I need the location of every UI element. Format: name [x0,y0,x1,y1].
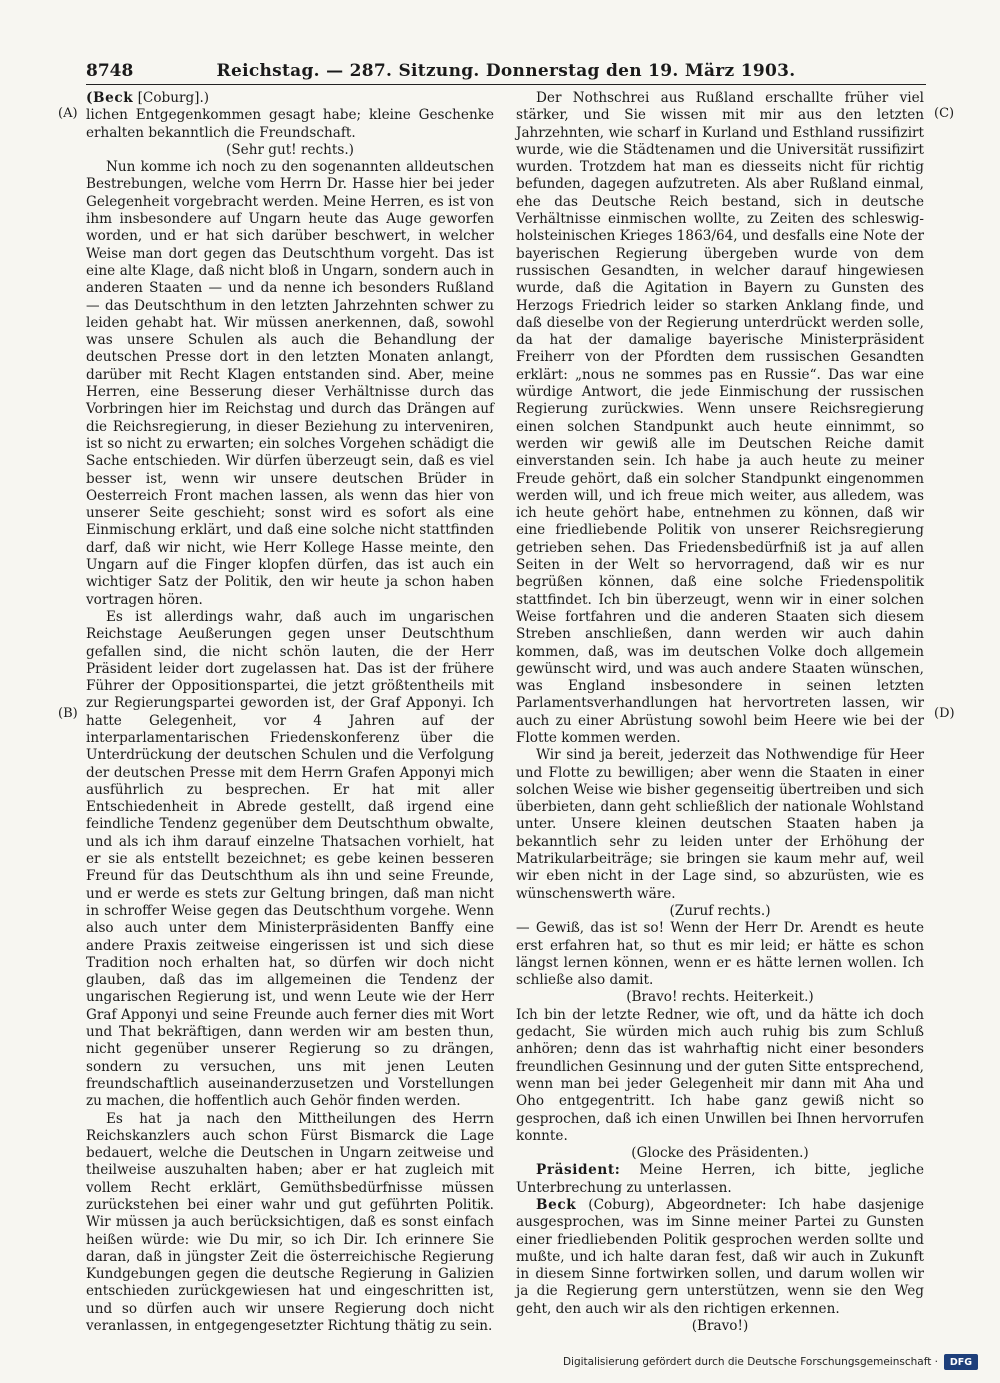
interjection: (Sehr gut! rechts.) [226,141,354,158]
paragraph: Es ist allerdings wahr, daß auch im ungarischen Reichstage Aeußerungen gegen unser Deutschthum gefallen sind, die nicht schön lauten, die der Herr Präsident leider dort zugelassen hat. Das ist der frühere Führer der Oppositionspartei, die jetzt größtentheils mit zur Regierungspartei geworden ist, der Graf Apponyi. Ich hatte Gelegenheit, vor 4 Jahren auf der interparlamentarischen Friedenskonferenz über die Unterdrückung der deutschen Schulen und die Verfolgung der deutschen Presse mit dem Herrn Grafen Apponyi mich ausführlich zu besprechen. Er hat mit aller Entschiedenheit in Abrede gestellt, daß irgend eine feindliche Tendenz gegenüber dem Deutschthum obwalte, und als ich ihm darauf einzelne Thatsachen vorhielt, hat er sie als entstellt bezeichnet; es gebe keinen besseren Freund für das Deutschthum als ihn und seine Freunde, und er werde es stets zur Geltung bringen, daß man nicht in schroffer Weise gegen das Deutschthum vorgehe. Wenn also auch unter dem Ministerpräsidenten Banffy eine andere Praxis zeitweise eingerissen ist und sich diese Tradition noch erhalten hat, so dürfen wir doch nicht glauben, daß das im allgemeinen die Tendenz der ungarischen Regierung ist, und wenn Leute wie der Herr Graf Apponyi und seine Freunde auch ferner dies mit Wort und That bekräftigen, dann werden wir am besten thun, nicht gegenüber unserer Regierung so zu drängen, sondern zu versuchen, uns mit jenen Leuten freundschaftlich auseinanderzusetzen und Vorstellungen zu machen, die hoffentlich auch Gehör finden werden. [86,608,494,1110]
speaker-place: [Coburg].) [137,90,210,106]
paragraph: Nun komme ich noch zu den sogenannten alldeutschen Bestrebungen, welche vom Herrn Dr. Hasse hier bei jeder Gelegenheit vorgebracht werden. Meine Herren, es ist von ihm insbesondere auf Ungarn heute das Auge geworfen worden, und er hat sich darüber beschwert, in welcher Weise man dort gegen das Deutschthum vorgeht. Das ist eine alte Klage, daß nicht bloß in Ungarn, sondern auch in anderen Staaten — und da nenne ich besonders Rußland — das Deutschthum in den letzten Jahrzehnten schwer zu leiden gehabt hat. Wir müssen anerkennen, daß, sowohl was unsere Schulen als auch die Behandlung der deutschen Presse dort in den letzten Monaten anlangt, darüber mit Recht Klagen entstanden sind. Aber, meine Herren, eine Besserung dieser Verhältnisse durch das Vorbringen hier im Reichstag und durch das Drängen auf die Reichsregierung, in dieser Beziehung zu interveniren, ist so nicht zu erwarten; ein solches Vorgehen schädigt die Sache entschieden. Wir dürfen überzeugt sein, daß es viel besser ist, wenn wir unsere deutschen Brüder in Oesterreich Front machen lassen, als wenn das hier von unserer Seite geschieht; sonst wird es sofort als eine Einmischung erklärt, und daß eine solche nicht stattfinden darf, daß wir nicht, wie Herr Kollege Hasse meinte, den Ungarn auf die Finger klopfen dürfen, das ist auch ein wichtiger Satz der Politik, den wir heute ja schon haben vortragen hören. [86,159,494,608]
interjection: (Bravo! rechts. Heiterkeit.) [626,989,814,1006]
margin-mark-c: (C) [934,106,955,121]
footer-text: Digitalisierung gefördert durch die Deutsche Forschungsgemeinschaft · [562,1356,938,1368]
right-column [516,90,925,1335]
paragraph: lichen Entgegenkommen gesagt habe; kleine Geschenke erhalten bekanntlich die Freundschaft. [86,107,494,141]
beck-statement [516,1197,924,1318]
dfg-logo-icon: DFG [944,1354,978,1370]
president-statement [516,1162,924,1197]
speaker-name: Präsident: [536,1162,621,1179]
margin-mark-b: (B) [58,706,78,721]
speaker-name: (Beck [86,90,134,106]
paragraph: Es hat ja nach den Mittheilungen des Herrn Reichskanzlers auch schon Fürst Bismarck die Lage bedauert, welche die Deutschen in Ungarn zeitweise und theilweise auszuhalten haben; aber er hat zugleich mit vollem Recht erklärt, Gemüthsbedürfnisse müssen zurückstehen bei einer wahr und gut geführten Politik. Wir müssen ja auch berücksichtigen, daß es sonst einfach heißen würde: wie Du mir, so ich Dir. Ich erinnere Sie daran, daß in jüngster Zeit die österreichische Regierung Kundgebungen gegen die deutsche Regierung in Galizien entschieden zurückgewiesen hat und eingeschritten ist, und so dürfen auch wir unsere Regierung doch nicht veranlassen, in entgegengesetzter Richtung thätig zu sein. [86,1110,494,1335]
statement-text: Meine Herren, ich bitte, jegliche Unterbrechung zu unterlassen. [516,1162,924,1196]
margin-mark-a: (A) [58,106,78,121]
margin-mark-d: (D) [934,706,955,721]
page-number: 8748 [86,61,134,81]
continuation-line [86,90,494,107]
footer [563,1351,978,1373]
speaker-name: Beck [536,1197,577,1213]
interjection: (Bravo!) [691,1318,749,1335]
paragraph: Ich bin der letzte Redner, wie oft, und da hätte ich doch gedacht, Sie würden mich auch ruhig bis zum Schluß anhören; denn das ist wahrhaftig nicht einer besonders freundlichen Gesinnung und der guten Sitte entsprechend, wenn man bei jeder Gelegenheit mir dann mit Aha und Oho entgegentritt. Ich habe ganz gewiß nicht so gesprochen, daß ich einen Unwillen bei Ihnen hervorrufen konnte. [516,1006,925,1144]
interjection: (Glocke des Präsidenten.) [631,1145,809,1162]
running-title: Reichstag. — 287. Sitzung. Donnerstag den 19. März 1903. [216,61,796,81]
statement-text: (Coburg), Abgeordneter: Ich habe dasjenige ausgesprochen, was im Sinne meiner Partei zu Gunsten einer friedliebenden Politik gesprochen werden sollte und mußte, und ich halte daran fest, daß wir auch in Zukunft in diesem Sinne fortwirken sollen, und darum wollen wir ja die Regierung gern unterstützen, wenn sie den Weg geht, den auch wir als den richtigen erkennen. [516,1197,924,1317]
page-header [86,60,926,85]
paragraph: Wir sind ja bereit, jederzeit das Nothwendige für Heer und Flotte zu bewilligen; aber wenn die Staaten in einer solchen Weise wie bisher gegenseitig übertreiben und sich überbieten, dann geht schließlich der nationale Wohlstand unter. Unsere kleinen deutschen Staaten haben ja bekanntlich sehr zu leiden unter der Erhöhung der Matrikularbeiträge; sie bringen sie kaum mehr auf, weil wir eben nicht in der Lage sind, so abzurüsten, wie es wünschenswerth wäre. [516,747,924,902]
paragraph: — Gewiß, das ist so! Wenn der Herr Dr. Arendt es heute erst erfahren hat, so thut es mir leid; er hätte es schon längst lernen können, wenn er es hätte lernen wollen. Ich schließe also damit. [516,920,924,989]
interjection: (Zuruf rechts.) [669,902,771,919]
left-column [86,90,494,1335]
paragraph: Der Nothschrei aus Rußland erschallte früher viel stärker, und Sie wissen mit mir aus den letzten Jahrzehnten, wie scharf in Kurland und Esthland russifizirt wurde, wie die Städtenamen und die Universität russifizirt wurden. Trotzdem hat man es diesseits nicht für richtig befunden, dagegen aufzutreten. Als aber Rußland einmal, ehe das Deutsche Reich bestand, sich in deutsche Verhältnisse einmischen wollte, zu Zeiten des schleswig-holsteinischen Krieges 1863/64, und desfalls eine Note der bayerischen Regierung übergeben wurde von dem russischen Gesandten, in welcher darauf hingewiesen wurde, daß die Agitation in Bayern zu Gunsten des Herzogs Friedrich leider so starken Anklang finde, und daß dieselbe von der Regierung unterdrückt werden solle, da hat der damalige bayerische Ministerpräsident Freiherr von der Pfordten dem russischen Gesandten erklärt: „nous ne sommes pas en Russie“. Das war eine würdige Antwort, die jede Einmischung der russischen Regierung zurückwies. Wenn unsere Reichsregierung einen solchen Standpunkt auch heute einnimmt, so werden wir gewiß alle im Deutschen Reiche damit einverstanden sein. Ich habe ja auch heute zu meiner Freude gehört, daß ein solcher Standpunkt eingenommen werden will, und ich freue mich weiter, aus alledem, was ich heute gehört habe, entnehmen zu können, daß wir eine friedliebende Politik von unserer Reichsregierung getrieben sehen. Das Friedensbedürfniß ist ja auf allen Seiten in der Welt so hervorragend, daß wir es nur begrüßen können, daß eine solche Friedenspolitik stattfindet. Ich bin überzeugt, wenn wir in einer solchen Weise fortfahren und die anderen Staaten sich diesem Streben anschließen, dann werden wir auch dahin kommen, daß, was im deutschen Volke doch allgemein gewünscht wird, und was auch andere Staaten wünschen, was England insbesondere in seinen letzten Parlamentsverhandlungen hat hervortreten lassen, wir auch zu einer Abrüstung sowohl beim Heere wie bei der Flotte kommen werden. [516,90,924,746]
